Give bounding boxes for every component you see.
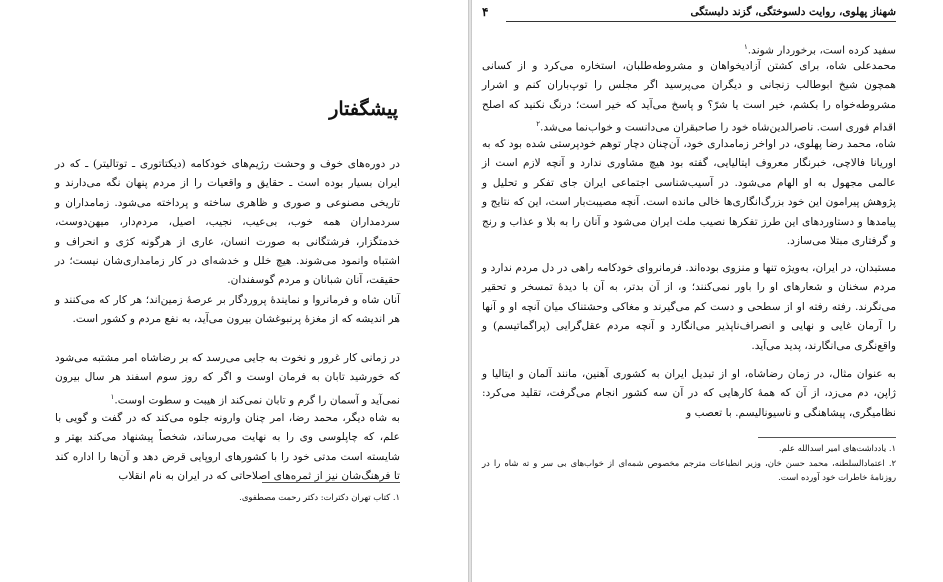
body-paragraph: به شاه دیگر، محمد رضا، امر چنان وارونه جلوه می‌کند که در گفت و گویی با علم، که چاپلوسی وی را به نهایت می‌رساند، شخصاً پیشنهاد می‌کند بهتر و شایسته است مدتی خود را با کشورهای اروپایی قرض دهد و آن‌ها را اداره کند تا فرهنگ‌شان نیز از ثمره‌های اصلاحاتی که در ایران به نام انقلاب	[55, 412, 400, 483]
body-paragraph	[482, 57, 896, 138]
footnote-ref: ۲	[536, 120, 540, 129]
running-header: شهناز پهلوی، روایت دلسوختگی، گزند دلبستگی	[506, 6, 896, 22]
footnote: ۱. یادداشت‌های امیر اسدالله علم.	[778, 443, 896, 453]
body-paragraph: شاه، محمد رضا پهلوی، در اواخر زمامداری خود، آن‌چنان دچار توهم خودپرستی شده بود که به اوریانا فالاچی، خبرنگار معروف ایتالیایی، گفته بود هیچ مشاوری ندارد و آنچه لازم است از عالمی مجهول به او الهام می‌شود. در آسیب‌شناسی اجتماعی ایران جای تفکر و تحلیل و پژوهش پیرامون این خود بزرگ‌انگاری‌ها خالی مانده است. آنچه مصیبت‌بار است، این که نتایج و پیامدها و دستاوردهای این طرز تفکرها نصیب ملت ایران می‌شود و آنان را به بلا و عذاب و رنج و گرفتاری مبتلا می‌سازد.	[482, 138, 896, 248]
footnote-divider	[758, 437, 896, 438]
page-title: پیشگفتار	[329, 98, 398, 120]
left-page	[0, 0, 468, 582]
paragraph-text: در زمانی کار غرور و نخوت به جایی می‌رسد که بر رضاشاه امر مشتبه می‌شود که خورشید تابان به فرمان اوست و اگر که روز سوم اسفند هر سال بیرون نمی‌آید و آسمان را گرم و تابان نمی‌کند از هیبت و سطوت اوست.	[55, 352, 400, 407]
body-paragraph	[55, 349, 400, 411]
footnote-ref: ۱	[110, 392, 115, 401]
page-number: ۴	[482, 5, 489, 19]
body-paragraph: آنان شاه و فرمانروا و نمایندهٔ پروردگار بر عرصهٔ زمین‌اند؛ هر کار که می‌کنند و هر اندیشه که از مغزهٔ پرنبوغشان بیرون می‌آید، به نفع مردم و کشور است.	[55, 294, 400, 326]
footnote-divider	[262, 482, 400, 483]
footnote: ۱. کتاب تهران دکترات: دکتر رحمت مصطفوی.	[239, 492, 400, 502]
body-paragraph: مستبدان، در ایران، به‌ویژه تنها و منزوی بوده‌اند. فرمانروای خودکامه راهی در دل مردم ندارد و مردم سخنان و شعارهای او را باور نمی‌کنند؛ و، از آن بدتر، به آن با دیدهٔ تمسخر و تحقیر می‌نگرند. رفته رفته او از سطحی و دست کم می‌گیرند و مغاکی وحشتناک میان آنچه او و آنها را آرمان غایی و نهایی و انصراف‌ناپذیر می‌انگارد و آنچه مردم عقل‌گرایی (پراگماتیسم) و واقع‌نگری می‌انگارند، پدید می‌آید.	[482, 262, 896, 352]
body-paragraph: در دوره‌های خوف و وحشت رژیم‌های خودکامه (دیکتاتوری ـ توتالیتر) ـ که در ایران بسیار بوده است ـ حقایق و واقعیات را از مردم پنهان نگه می‌دارند و تاریخی مصنوعی و صوری و ظاهری ساخته و پرداخته می‌شود. زمامداران و سردمداران همه خوب، بی‌عیب، نجیب، اصیل، مردم‌دار، میهن‌دوست، خدمتگزار، فرشتگانی به صورت انسان، عاری از هرگونه کژی و انحراف و اشتباه وانمود می‌شوند. هیچ خلل و خدشه‌ای در کار زمامداری‌شان نیست؛ در حقیقت، آنان شبانان و مردم گوسفندان.	[55, 158, 400, 287]
body-paragraph: به عنوان مثال، در زمان رضاشاه، او از تبدیل ایران به کشوری آهنین، مانند آلمان و ایتالیا و ژاپن، دم می‌زد، از آن که همهٔ کارهایی که در آن سه کشور انجام می‌گرفت، تقلید می‌کرد: نظامیگری، پیشاهنگی و ناسیونالیسم. با تعصب و	[482, 368, 896, 419]
footnote-ref: ۱	[744, 43, 748, 51]
paragraph-text: محمدعلی شاه، برای کشتن آزادیخواهان و مشروطه‌طلبان، استخاره می‌کرد و از کسانی همچون شیخ ابوطالب زنجانی و دیگران می‌پرسید اگر مجلس را توپ‌باران کنم و اشرار مشروطه‌خواه را بکشم، خیر است یا شرّ؟ و پاسخ می‌آید که خیر است؛ درنگ نکنید که اصلح اقدام فوری است. ناصرالدین‌شاه خود را صاحبقران می‌دانست و خواب‌نما می‌شد.	[482, 60, 896, 134]
paragraph-text: سفید کرده است، برخوردار شوند.	[747, 44, 896, 57]
right-page	[472, 0, 943, 582]
footnote: ۲. اعتمادالسلطنه، محمد حسن خان، وزیر انطباعات مترجم مخصوص شمه‌ای از خواب‌های بی سر و ته شاه را در روزنامهٔ خاطرات خود آورده است.	[482, 458, 896, 482]
